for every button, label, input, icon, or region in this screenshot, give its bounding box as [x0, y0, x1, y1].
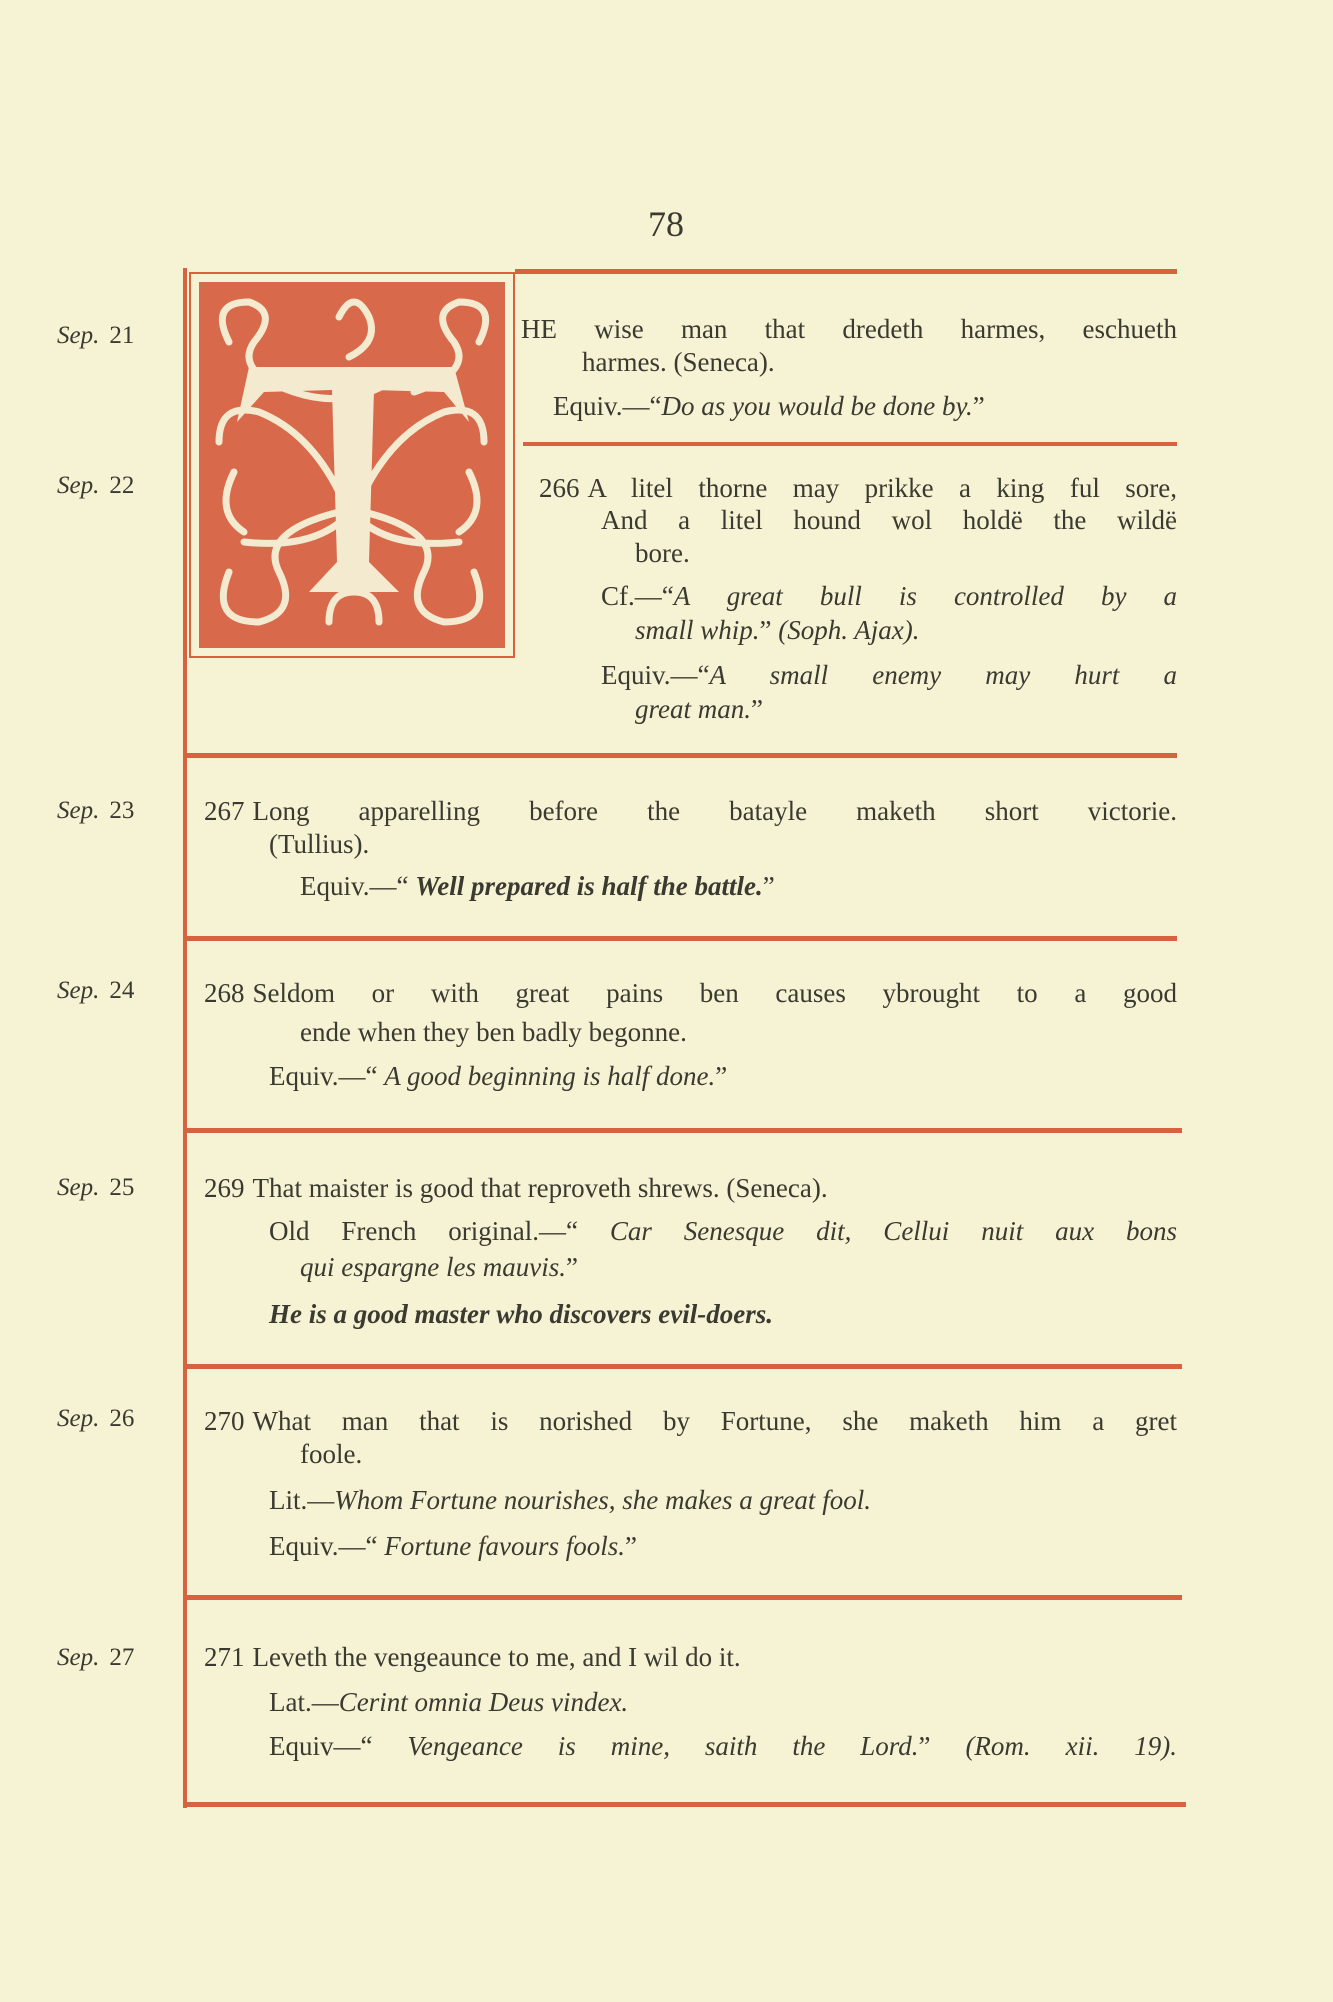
close-quote: ”	[918, 1731, 931, 1761]
original-text: qui espargne les mauvis.	[300, 1252, 566, 1282]
original-line	[269, 1215, 1177, 1247]
rule-divider	[187, 1595, 1182, 1600]
entry-text-line	[204, 1405, 1177, 1437]
date-sep-23	[57, 797, 134, 825]
entry-text: Long apparelling before the batayle maketh short victorie.	[252, 796, 1177, 826]
equiv-line	[300, 870, 1177, 902]
entry-text-line	[539, 472, 1177, 504]
latin-label: Lat.—	[269, 1687, 339, 1717]
literal-text: Whom Fortune nourishes, she makes a great fool.	[334, 1485, 871, 1515]
equiv-line	[269, 1730, 1177, 1762]
cf-source: (Soph. Ajax).	[778, 615, 920, 645]
date-sep-25	[57, 1174, 134, 1202]
close-quote: ”	[715, 1061, 728, 1091]
equiv-line	[553, 390, 1177, 422]
literal-label: Lit.—	[269, 1485, 335, 1515]
scripture-reference: (Rom. xii. 19).	[965, 1731, 1178, 1761]
entry-number: 266	[539, 473, 580, 503]
page-number: 78	[648, 204, 684, 244]
equiv-label: Equiv.—“	[601, 660, 710, 690]
entry-text-line	[204, 977, 1177, 1009]
entry-number: 267	[204, 796, 245, 826]
cf-line	[635, 614, 1177, 646]
rule-divider	[187, 1364, 1182, 1369]
date-sep-22	[57, 472, 134, 500]
date-sep-27	[57, 1644, 134, 1672]
left-border-rule	[183, 268, 187, 1808]
date-month: Sep.	[57, 1405, 100, 1432]
decorative-initial-t	[189, 272, 515, 658]
date-day: 27	[109, 1644, 135, 1671]
equiv-text: Fortune favours fools.	[384, 1531, 625, 1561]
entry-number: 268	[204, 978, 245, 1008]
entry-text: What man that is norished by Fortune, she maketh him a gret	[252, 1406, 1177, 1436]
equiv-text: A small enemy may hurt a	[709, 660, 1177, 690]
equiv-label: Equiv.—“	[269, 1531, 378, 1561]
entry-text-line: foole.	[300, 1439, 363, 1469]
entry-text-line	[204, 1172, 1177, 1204]
entry-text: Seldom or with great pains ben causes ybrought to a good	[252, 978, 1177, 1008]
equiv-line	[269, 1060, 1177, 1092]
date-month: Sep.	[57, 472, 100, 499]
rule-divider	[187, 936, 1177, 941]
translation-line: He is a good master who discovers evil-doers.	[269, 1299, 773, 1329]
equiv-text: Do as you would be done by.	[661, 391, 973, 421]
date-day: 24	[109, 977, 135, 1004]
rule-top	[515, 269, 1177, 274]
original-label: Old French original.—“	[269, 1216, 578, 1246]
date-day: 22	[109, 472, 135, 499]
rule-divider	[187, 753, 1177, 758]
equiv-line	[269, 1530, 1177, 1562]
date-month: Sep.	[57, 322, 100, 349]
entry-text-line: harmes. (Seneca).	[582, 347, 775, 377]
entry-text-line	[204, 795, 1177, 827]
entry-text: Leveth the vengeaunce to me, and I wil do it.	[252, 1642, 741, 1672]
equiv-label: Equiv.—“	[269, 1061, 378, 1091]
rule-divider	[523, 442, 1177, 446]
entry-text-line: And a litel hound wol holdë the wildë	[601, 505, 1177, 535]
entry-text-line: HE wise man that dredeth harmes, eschueth	[521, 314, 1177, 344]
cf-text: small whip.	[635, 615, 760, 645]
equiv-text: Vengeance is mine, saith the Lord.	[407, 1731, 919, 1761]
cf-label: Cf.—“	[601, 581, 674, 611]
date-month: Sep.	[57, 977, 100, 1004]
date-day: 23	[109, 797, 135, 824]
dropcap-ornament-icon	[189, 272, 515, 658]
equiv-label: Equiv.—“	[300, 871, 409, 901]
date-month: Sep.	[57, 1644, 100, 1671]
cf-text: A great bull is controlled by a	[673, 581, 1177, 611]
equiv-text: Well prepared is half the battle.	[415, 871, 763, 901]
equiv-label: Equiv.—“	[553, 391, 662, 421]
entry-text-line: (Tullius).	[269, 829, 370, 859]
close-quote: ”	[759, 615, 772, 645]
entry-text: A litel thorne may prikke a king ful sore,	[587, 473, 1177, 503]
date-day: 25	[109, 1174, 135, 1201]
date-day: 21	[109, 322, 135, 349]
date-sep-21	[57, 322, 134, 350]
close-quote: ”	[751, 694, 763, 724]
date-month: Sep.	[57, 797, 100, 824]
latin-text: Cerint omnia Deus vindex.	[338, 1687, 629, 1717]
literal-line	[269, 1484, 1177, 1516]
equiv-text: A good beginning is half done.	[384, 1061, 716, 1091]
equiv-line	[635, 693, 1177, 725]
close-quote: ”	[565, 1252, 578, 1282]
date-sep-24	[57, 977, 134, 1005]
entry-text: That maister is good that reproveth shrews. (Seneca).	[252, 1173, 828, 1203]
close-quote: ”	[624, 1531, 637, 1561]
entry-text-line: ende when they ben badly begonne.	[300, 1017, 687, 1047]
equiv-label: Equiv—“	[269, 1731, 373, 1761]
date-month: Sep.	[57, 1174, 100, 1201]
close-quote: ”	[762, 871, 775, 901]
original-line	[300, 1251, 1177, 1283]
entry-number: 269	[204, 1173, 245, 1203]
entry-text-line: bore.	[635, 538, 690, 568]
entry-text-line	[204, 1641, 1177, 1673]
cf-line	[601, 580, 1177, 612]
latin-line	[269, 1686, 1177, 1718]
rule-bottom	[183, 1802, 1186, 1807]
entry-number: 270	[204, 1406, 245, 1436]
original-text: Car Senesque dit, Cellui nuit aux bons	[609, 1216, 1177, 1246]
rule-divider	[187, 1128, 1182, 1133]
date-day: 26	[109, 1405, 135, 1432]
entry-number: 271	[204, 1642, 245, 1672]
date-sep-26	[57, 1405, 134, 1433]
equiv-line	[601, 659, 1177, 691]
close-quote: ”	[972, 391, 985, 421]
equiv-text: great man.	[635, 694, 751, 724]
